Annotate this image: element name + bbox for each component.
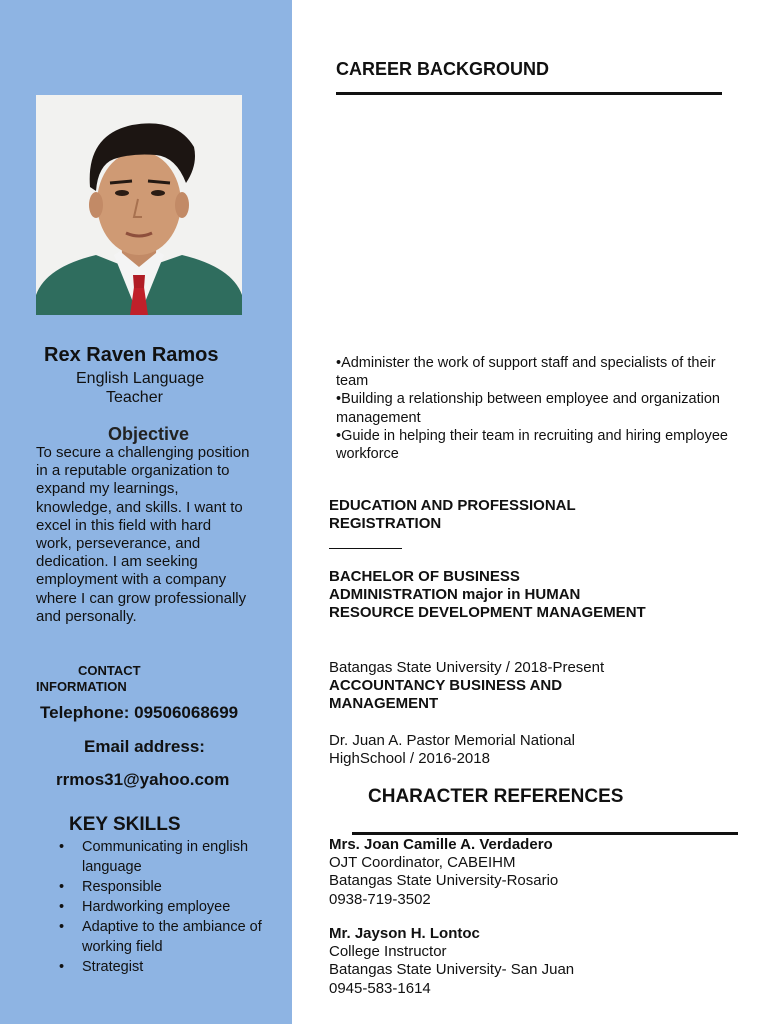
reference-phone: 0945-583-1614	[329, 979, 431, 997]
reference-organization: Batangas State University-Rosario	[329, 872, 559, 890]
skill-item: • Strategist	[56, 957, 286, 977]
character-references-heading: CHARACTER REFERENCES	[368, 786, 624, 807]
reference-title: College Instructor	[329, 943, 447, 961]
objective-heading: Objective	[108, 424, 190, 444]
email-label: Email address:	[84, 737, 205, 756]
key-skills-list	[56, 837, 286, 977]
reference-entry	[329, 836, 709, 909]
reference-title: OJT Coordinator, CABEIHM	[329, 854, 516, 872]
job-title-line-2: Teacher	[106, 389, 163, 406]
key-skills-heading: KEY SKILLS	[69, 814, 181, 835]
duty-item: •Guide in helping their team in recruiting and hiring employee workforce	[336, 427, 728, 463]
reference-organization: Batangas State University- San Juan	[329, 961, 575, 979]
candidate-name: Rex Raven Ramos	[44, 344, 219, 366]
duty-item: •Building a relationship between employee and organization management	[336, 391, 720, 426]
career-divider	[336, 92, 722, 95]
email-address: rrmos31@yahoo.com	[56, 770, 230, 789]
skill-item: • Adaptive to the ambiance of working field	[56, 917, 286, 957]
education-divider	[329, 548, 402, 549]
reference-phone: 0938-719-3502	[329, 890, 431, 908]
duty-item: •Administer the work of support staff and specialists of their team	[336, 355, 716, 390]
degree-2: ACCOUNTANCY BUSINESS AND MANAGEMENT	[329, 677, 563, 713]
career-duties	[336, 354, 736, 463]
skill-item: • Responsible	[56, 877, 286, 897]
school-2: Dr. Juan A. Pastor Memorial National HighSchool / 2016-2018	[329, 732, 575, 768]
profile-photo	[36, 95, 242, 315]
reference-name: Mr. Jayson H. Lontoc	[329, 925, 480, 942]
references-divider	[352, 832, 738, 835]
telephone: Telephone: 09506068699	[40, 703, 239, 722]
skill-item: • Communicating in english language	[56, 837, 286, 877]
contact-heading-line-1: CONTACT	[78, 663, 141, 678]
skill-item: • Hardworking employee	[56, 897, 286, 917]
job-title-line-1: English Language	[76, 370, 205, 387]
career-background-heading: CAREER BACKGROUND	[336, 59, 550, 79]
reference-name: Mrs. Joan Camille A. Verdadero	[329, 836, 553, 853]
objective-text: To secure a challenging position in a reputable organization to expand my learnings, knowledge, and skills. I want to excel in this field with hard work, perseverance, and dedication. I am seeking employment with a company where I can grow professionally and personally.	[36, 444, 250, 625]
education-heading: EDUCATION AND PROFESSIONAL REGISTRATION	[329, 497, 576, 533]
reference-entry	[329, 925, 709, 998]
contact-heading-line-2: INFORMATION	[36, 679, 127, 694]
degree-1: BACHELOR OF BUSINESS ADMINISTRATION major in HUMAN RESOURCE DEVELOPMENT MANAGEMENT	[329, 568, 646, 622]
school-1: Batangas State University / 2018-Present	[329, 659, 605, 676]
